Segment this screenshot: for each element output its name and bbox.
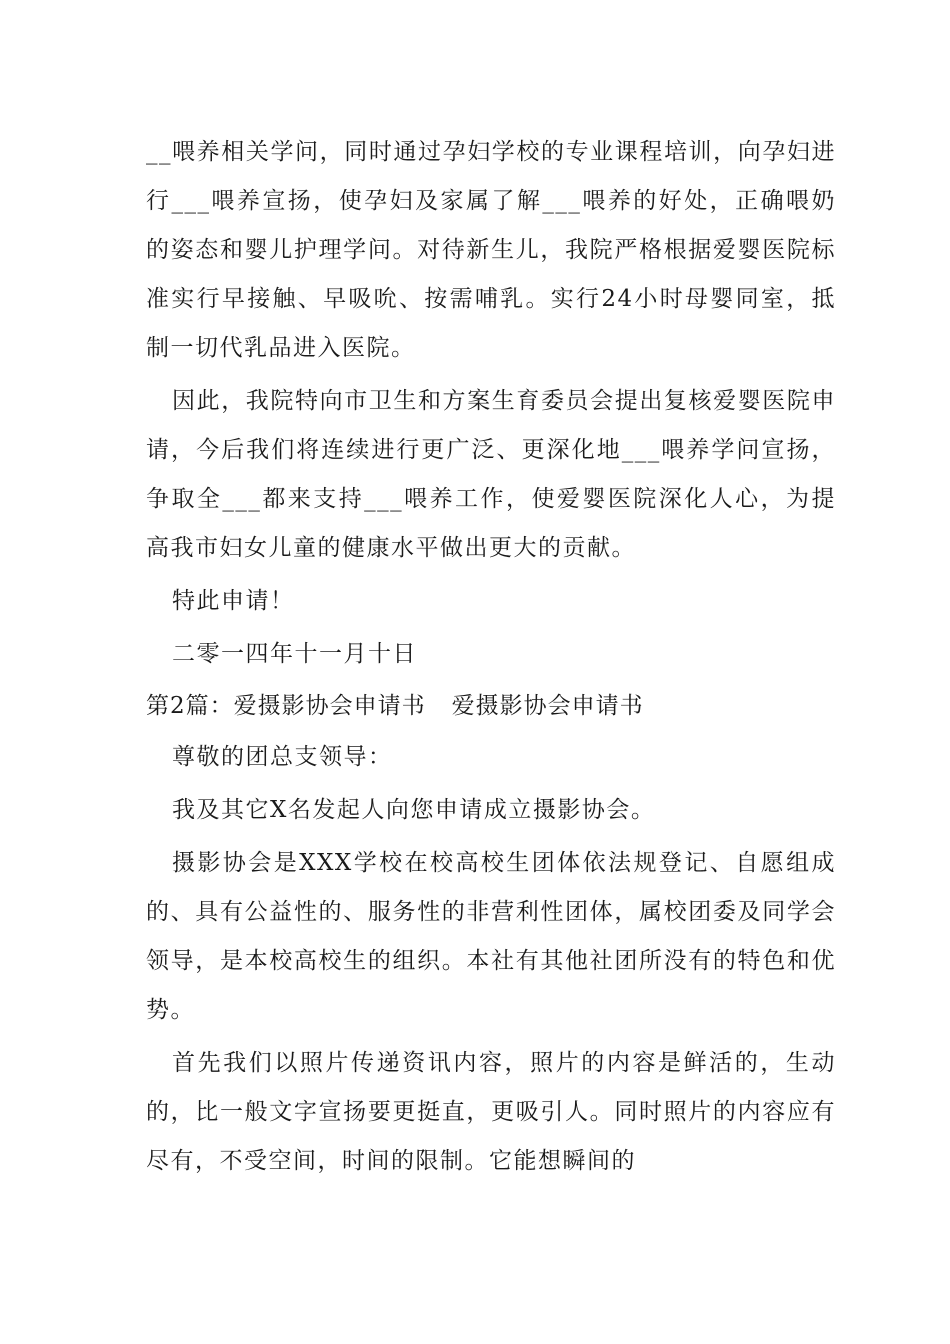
section-2-subtitle: 爱摄影协会申请书	[451, 693, 644, 719]
section-2-title: 第2篇：爱摄影协会申请书	[146, 693, 426, 719]
paragraph-founding-request: 我及其它X名发起人向您申请成立摄影协会。	[172, 797, 656, 823]
document-date: 二零一四年十一月十日	[172, 641, 417, 667]
document-page	[146, 128, 836, 1190]
paragraph-photo-advantages: 首先我们以照片传递资讯内容，照片的内容是鲜活的，生动的，比一般文字宣扬要更挺直，更吸引人。同时照片的内容应有尽有，不受空间，时间的限制。它能想瞬间的	[146, 1050, 836, 1174]
paragraph-association-description: 摄影协会是XXX学校在校高校生团体依法规登记、自愿组成的、具有公益性的、服务性的非营利性团体，属校团委及同学会领导，是本校高校生的组织。本社有其他社团所没有的特色和优势。	[146, 850, 836, 1023]
section-2-heading	[146, 683, 836, 729]
salutation: 尊敬的团总支领导：	[172, 744, 393, 770]
closing-phrase: 特此申请！	[172, 588, 295, 614]
paragraph-review-application: 因此，我院特向市卫生和方案生育委员会提出复核爱婴医院申请，今后我们将连续进行更广泛、更深化地___喂养学问宣扬，争取全___都来支持___喂养工作，使爱婴医院深化人心，为提高我市妇女儿童的健康水平做出更大的贡献。	[146, 388, 836, 561]
paragraph-breastfeeding-knowledge: __喂养相关学问，同时通过孕妇学校的专业课程培训，向孕妇进行___喂养宣扬，使孕妇及家属了解___喂养的好处，正确喂奶的姿态和婴儿护理学问。对待新生儿，我院严格根据爱婴医院标准实行早接触、早吸吮、按需哺乳。实行24小时母婴同室，抵制一切代乳品进入医院。	[146, 139, 836, 361]
